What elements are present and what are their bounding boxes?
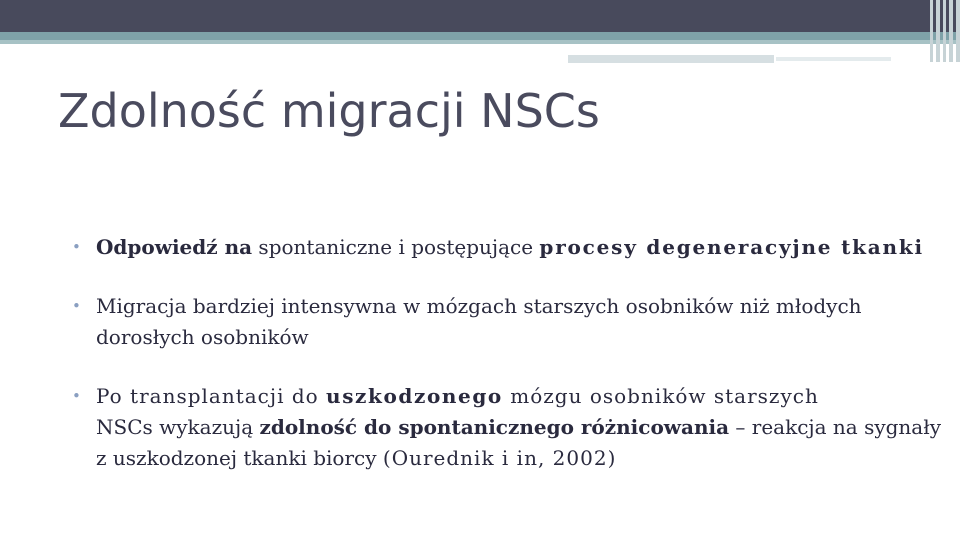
bullet-item-2 <box>72 291 952 353</box>
vertical-bar <box>956 0 960 62</box>
bullet-item-1 <box>72 232 952 263</box>
bullet-3-text-d: – reakcja na sygnały z uszkodzonej tkanki biorcy <box>96 415 942 470</box>
bullet-dot-icon: • <box>72 387 81 405</box>
bullet-3-text-c: NSCs wykazują <box>96 415 260 439</box>
bullet-dot-icon: • <box>72 297 81 315</box>
teal-stripe <box>0 32 960 40</box>
slide-title: Zdolność migracji NSCs <box>58 84 600 138</box>
bullet-1-bold: Odpowiedź na <box>96 235 253 259</box>
bullet-3-spaced: uszkodzonego <box>326 384 503 408</box>
bullet-3-citation: (Ourednik i in, 2002) <box>382 446 617 470</box>
vertical-bar <box>943 0 946 62</box>
vertical-bar <box>930 0 933 62</box>
bullet-dot-icon: • <box>72 238 81 256</box>
white-stripe <box>568 48 888 51</box>
top-bar <box>0 0 960 32</box>
grey-stripe <box>568 55 774 63</box>
bullet-3-text-b: mózgu osobników starszych <box>502 384 819 408</box>
grey-stripe-2 <box>776 57 891 61</box>
bullet-2-text: Migracja bardziej intensywna w mózgach starszych osobników niż młodych dorosłych osobników <box>96 294 862 349</box>
bullet-3-text-a: Po transplantacji do <box>96 384 327 408</box>
bullet-1-spaced: procesy degeneracyjne tkanki <box>539 235 924 259</box>
vertical-bar <box>936 0 940 62</box>
bullet-1-text: spontaniczne i postępujące <box>252 235 540 259</box>
slide-content <box>72 232 952 474</box>
bullet-item-3 <box>72 381 952 474</box>
teal-stripe-light <box>0 40 960 44</box>
vertical-bar <box>949 0 953 62</box>
bullet-3-bold: zdolność do spontanicznego różnicowania <box>259 415 730 439</box>
